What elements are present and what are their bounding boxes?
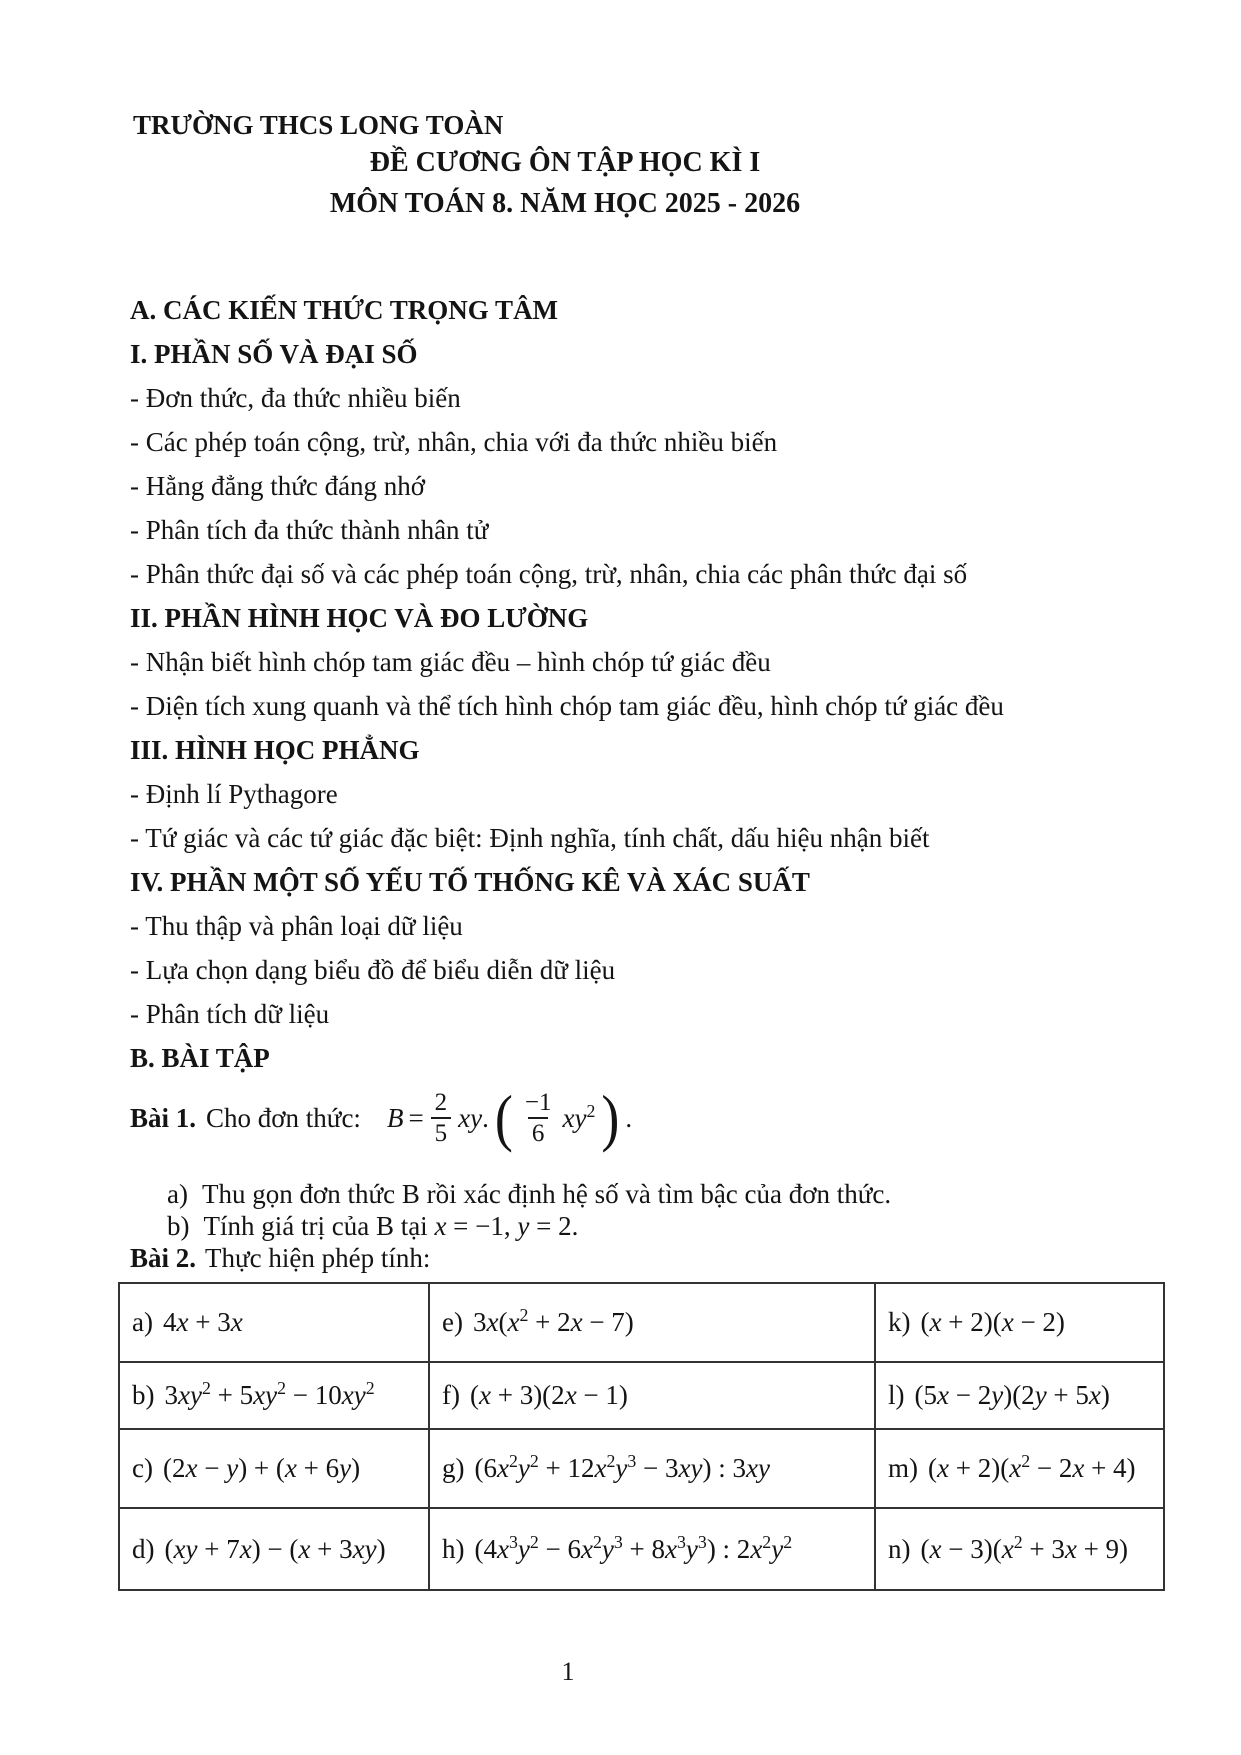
section-a-heading: A. CÁC KIẾN THỨC TRỌNG TÂM xyxy=(130,295,559,325)
table-row xyxy=(119,1508,1164,1590)
table-cell: h) $(4x^3y^2 - 6x^2y^3 + 8x^3y^3)$ : $2x^2y^2$ xyxy=(429,1508,875,1590)
table-cell: f) (x + 3)(2x − 1) xyxy=(429,1362,875,1429)
item-text: Thu gọn đơn thức B rồi xác định hệ số và tìm bậc của đơn thức. xyxy=(201,1179,892,1209)
document-subtitle: MÔN TOÁN 8. NĂM HỌC 2025 - 2026 xyxy=(329,188,801,219)
cell-expression: $(x - 3)(x^2 + 3x + 9)$ xyxy=(920,1531,1129,1564)
table-cell: k) (x + 2)(x − 2) xyxy=(875,1283,1164,1362)
outline-item: - Phân tích đa thức thành nhân tử xyxy=(130,515,489,545)
fraction-numerator: 2 xyxy=(434,1089,448,1116)
exercise-2-text: Thực hiện phép tính: xyxy=(205,1243,431,1273)
fraction-denominator: 5 xyxy=(431,1117,452,1148)
cell-expression: (xy + 7x) − (x + 3xy) xyxy=(164,1533,386,1564)
formula-lhs: B xyxy=(386,1103,404,1133)
table-cell: c) (2x − y) + (x + 6y) xyxy=(119,1429,429,1508)
outline-item: - Nhận biết hình chóp tam giác đều – hình chóp tứ giác đều xyxy=(130,647,771,677)
cell-expression: (x + 2)(x − 2) xyxy=(920,1307,1065,1337)
table-cell: l) (5x − 2y)(2y + 5x) xyxy=(875,1362,1164,1429)
fraction-denominator: 6 xyxy=(528,1117,549,1148)
outline-item: - Lựa chọn dạng biểu đồ để biểu diễn dữ liệu xyxy=(130,955,616,985)
outline-item: - Hằng đẳng thức đáng nhớ xyxy=(130,471,426,501)
fraction xyxy=(521,1088,556,1148)
cell-expression: $(6x^2y^2 + 12x^2y^3 - 3xy)$ : 3xy xyxy=(474,1451,770,1483)
item-text: Tính giá trị của B tại x = −1, y = 2. xyxy=(203,1211,579,1241)
outline-item: - Tứ giác và các tứ giác đặc biệt: Định nghĩa, tính chất, dấu hiệu nhận biết xyxy=(130,823,930,853)
outline-item: - Diện tích xung quanh và thể tích hình chóp tam giác đều, hình chóp tứ giác đều xyxy=(130,691,1004,721)
formula-term: xy. xyxy=(458,1103,489,1133)
exercise-1-item-a xyxy=(167,1178,891,1210)
exercise-1-formula: B = $\frac{2}{5}$ xy. ( $\frac{-1}{6}$ $xy^2$ ) . xyxy=(386,1082,633,1154)
cell-expression: $(4x^3y^2 - 6x^2y^3 + 8x^3y^3)$ : $2x^2y^2$ xyxy=(474,1531,793,1564)
outline-item: - Phân thức đại số và các phép toán cộng, trừ, nhân, chia các phân thức đại số xyxy=(130,559,968,589)
outline-item: - Đơn thức, đa thức nhiều biến xyxy=(130,383,461,413)
outline-item: - Các phép toán cộng, trừ, nhân, chia với đa thức nhiều biến xyxy=(130,427,778,457)
fraction xyxy=(431,1088,452,1148)
cell-expression: (x + 3)(2x − 1) xyxy=(469,1380,628,1410)
cell-expression: $(x + 2)(x^2 - 2x + 4)$ xyxy=(928,1451,1136,1483)
subsection-ii-heading: II. PHẦN HÌNH HỌC VÀ ĐO LƯỜNG xyxy=(130,603,589,633)
table-cell: e) $3x(x^2 + 2x - 7)$ xyxy=(429,1283,875,1362)
table-cell: d) (xy + 7x) − (x + 3xy) xyxy=(119,1508,429,1590)
exercise-2-table xyxy=(118,1282,1165,1591)
subsection-i-heading: I. PHẦN SỐ VÀ ĐẠI SỐ xyxy=(130,339,418,369)
fraction-numerator: −1 xyxy=(524,1089,552,1116)
subsection-iii-heading: III. HÌNH HỌC PHẲNG xyxy=(130,735,420,765)
cell-expression: 4x + 3x xyxy=(162,1307,243,1337)
outline-item: - Thu thập và phân loại dữ liệu xyxy=(130,911,463,941)
exercise-1-intro: Cho đơn thức: xyxy=(206,1102,361,1133)
cell-expression: $3xy^2 + 5xy^2 - 10xy^2$ xyxy=(164,1378,375,1410)
school-name: TRƯỜNG THCS LONG TOÀN xyxy=(133,110,504,140)
table-cell: b) $3xy^2 + 5xy^2 - 10xy^2$ xyxy=(119,1362,429,1429)
subsection-iv-heading: IV. PHẦN MỘT SỐ YẾU TỐ THỐNG KÊ VÀ XÁC SUẤT xyxy=(130,867,810,897)
exercise-1 xyxy=(130,1082,632,1154)
section-b-heading: B. BÀI TẬP xyxy=(130,1043,270,1073)
table-cell: a) 4x + 3x xyxy=(119,1283,429,1362)
table-cell: g) $(6x^2y^2 + 12x^2y^3 - 3xy)$ : 3xy xyxy=(429,1429,875,1508)
item-label: b) xyxy=(167,1211,190,1241)
cell-expression: (2x − y) + (x + 6y) xyxy=(162,1453,361,1483)
exercise-1-item-b xyxy=(167,1210,578,1242)
formula-term: $xy^2$ xyxy=(562,1101,596,1133)
table-cell: n) $(x - 3)(x^2 + 3x + 9)$ xyxy=(875,1508,1164,1590)
knowledge-outline xyxy=(130,288,1190,1080)
table-row xyxy=(119,1362,1164,1429)
table-row xyxy=(119,1429,1164,1508)
table-cell: m) $(x + 2)(x^2 - 2x + 4)$ xyxy=(875,1429,1164,1508)
document-title: ĐỀ CƯƠNG ÔN TẬP HỌC KÌ I xyxy=(369,147,761,178)
outline-item: - Phân tích dữ liệu xyxy=(130,999,330,1029)
outline-item: - Định lí Pythagore xyxy=(130,779,338,809)
formula-period: . xyxy=(625,1103,633,1133)
exercise-2 xyxy=(130,1242,430,1274)
cell-expression: $3x(x^2 + 2x - 7)$ xyxy=(472,1305,634,1337)
cell-expression: (5x − 2y)(2y + 5x) xyxy=(914,1380,1110,1410)
equals-sign: = xyxy=(408,1103,424,1133)
item-label: a) xyxy=(167,1179,188,1209)
page-number: 1 xyxy=(561,1657,575,1686)
exercise-2-label: Bài 2. xyxy=(130,1243,197,1273)
exercise-1-label: Bài 1. xyxy=(130,1102,197,1133)
table-row xyxy=(119,1283,1164,1362)
inline-math: x = −1, y = 2 xyxy=(434,1211,572,1241)
